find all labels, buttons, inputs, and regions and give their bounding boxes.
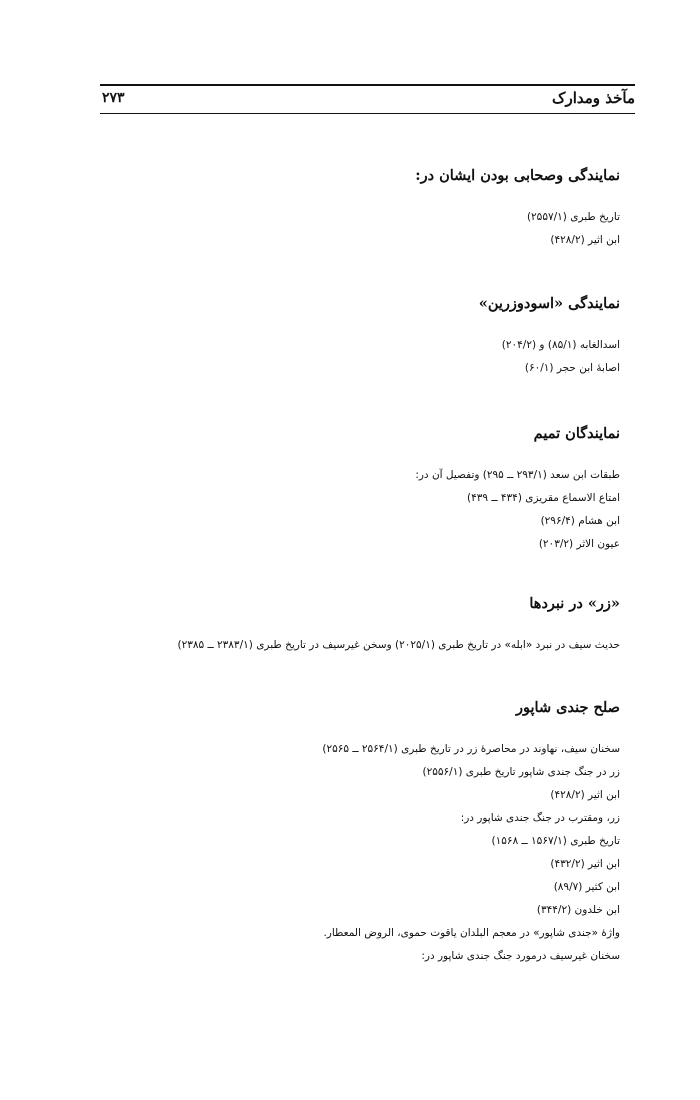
reference-item: ابن هشام (۲۹۶/۴) (540, 515, 620, 527)
section-tamim-delegates (100, 424, 620, 556)
reference-item: ابن اثیر (۴۲۸/۲) (550, 789, 620, 801)
reference-item: امتاع الاسماع مقریزی (۴۳۴ ــ ۴۳۹) (467, 492, 620, 504)
section-aswad-zarin (100, 294, 620, 380)
reference-item: عیون الاثر (۲۰۳/۲) (538, 538, 620, 550)
section-heading: «زر» در نبردها (529, 595, 620, 612)
reference-item: اسدالغابه (۸۵/۱) و (۲۰۴/۲) (501, 339, 620, 351)
reference-item: اصابهٔ ابن حجر (۶۰/۱) (524, 362, 620, 374)
reference-list (100, 464, 620, 556)
running-title: مآخذ ومدارک (552, 89, 635, 107)
section-jundishapur-peace (100, 698, 620, 968)
page-header (100, 84, 635, 114)
reference-item: زر، ومقترب در جنگ جندی شاپور در: (460, 812, 620, 824)
section-heading: نمایندگی «اسودوزرین» (478, 295, 620, 312)
reference-item: حدیث سیف در نبرد «ابله» در تاریخ طبری (۲۰۲۵/۱) وسخن غیرسیف در تاریخ طبری (۲۳۸۳/۱ ــ ۲۳۸۵) (177, 639, 620, 651)
reference-item: تاریخ طبری (۱۵۶۷/۱ ــ ۱۵۶۸) (491, 835, 620, 847)
section-representation-companionship (100, 166, 620, 252)
section-zar-battles (100, 594, 620, 657)
reference-item: تاریخ طبری (۲۵۵۷/۱) (526, 211, 620, 223)
section-heading: نمایندگان تمیم (533, 425, 620, 442)
section-heading: صلح جندی شاپور (516, 699, 620, 716)
reference-item: واژهٔ «جندی شاپور» در معجم البلدان یاقوت حموی، الروض المعطار. (323, 927, 620, 939)
reference-item: ابن اثیر (۴۳۲/۲) (550, 858, 620, 870)
reference-list (100, 738, 620, 968)
reference-list (100, 634, 620, 657)
reference-item: زر در جنگ جندی شاپور تاریخ طبری (۲۵۵۶/۱) (422, 766, 620, 778)
reference-item: ابن کثیر (۸۹/۷) (553, 881, 620, 893)
reference-list (100, 206, 620, 252)
reference-item: سخنان سیف، نهاوند در محاصرهٔ زر در تاریخ طبری (۲۵۶۴/۱ ــ ۲۵۶۵) (322, 743, 620, 755)
reference-item: سخنان غیرسیف درمورد جنگ جندی شاپور در: (421, 950, 620, 962)
reference-list (100, 334, 620, 380)
reference-item: طبقات ابن سعد (۲۹۳/۱ ــ ۲۹۵) وتفصیل آن در: (415, 469, 620, 481)
reference-item: ابن اثیر (۴۲۸/۲) (550, 234, 620, 246)
reference-item: ابن خلدون (۳۴۴/۲) (536, 904, 620, 916)
section-heading: نمایندگی وصحابی بودن ایشان در: (415, 167, 620, 184)
page-number: ۲۷۳ (102, 90, 125, 106)
